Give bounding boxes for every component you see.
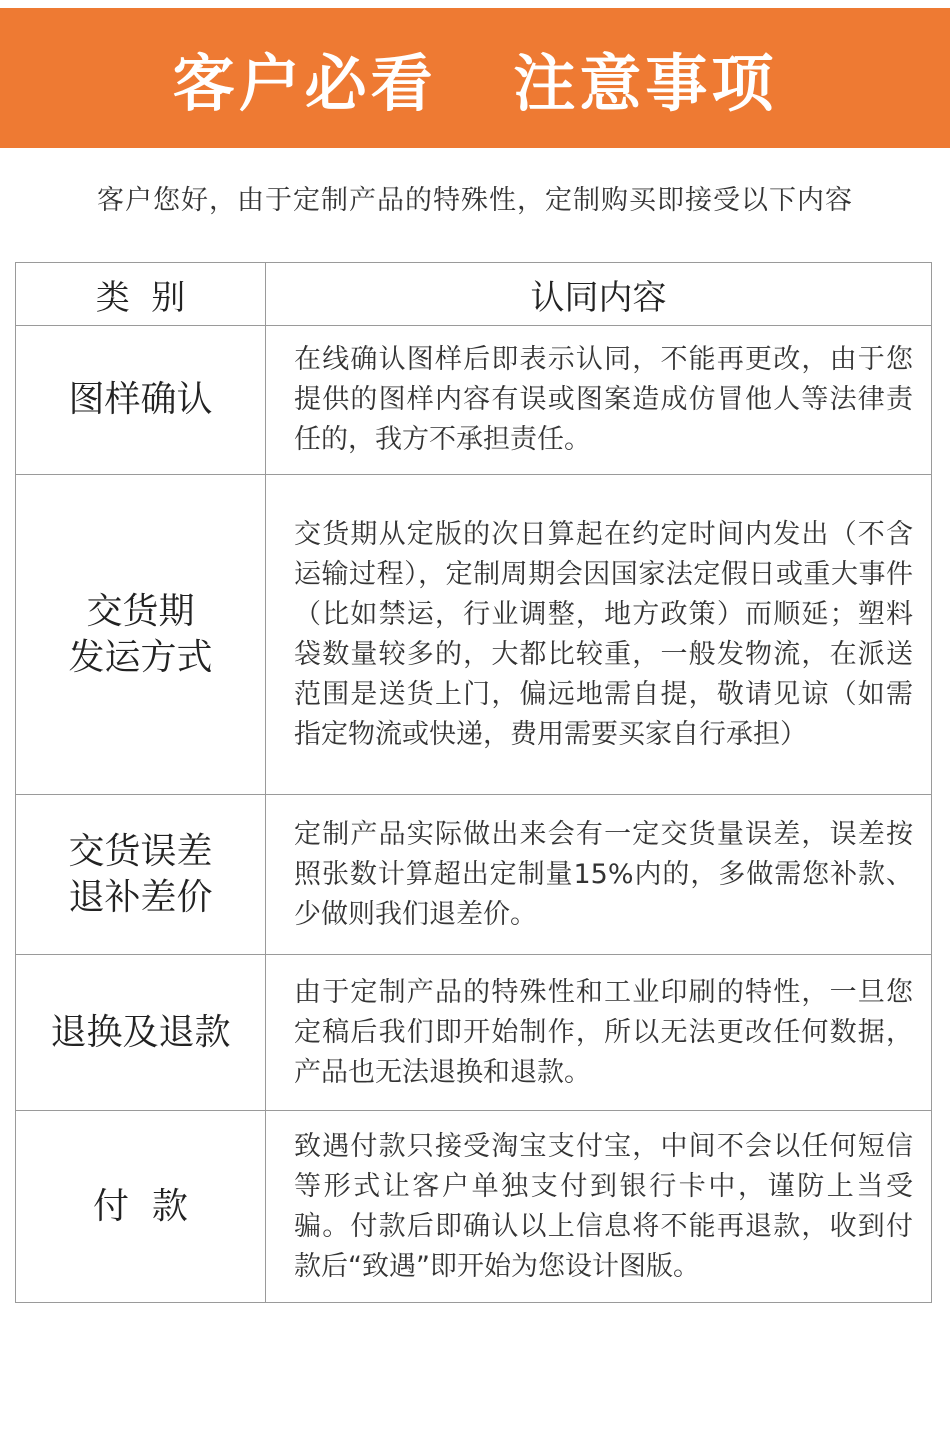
- table-header-row: [16, 263, 932, 326]
- row-content: 交货期从定版的次日算起在约定时间内发出（不含运输过程），定制周期会因国家法定假日或重大事件（比如禁运，行业调整，地方政策）而顺延；塑料袋数量较多的，大都比较重，一般发物流，在派送范围是送货上门，偏远地需自提，敬请见谅（如需指定物流或快递，费用需要买家自行承担）: [266, 475, 932, 795]
- subtitle: 客户您好，由于定制产品的特殊性，定制购买即接受以下内容: [97, 185, 853, 216]
- notice-table: [15, 262, 932, 1303]
- row-content: 在线确认图样后即表示认同，不能再更改，由于您提供的图样内容有误或图案造成仿冒他人等法律责任的，我方不承担责任。: [266, 326, 932, 475]
- header-content: 认同内容: [266, 263, 932, 326]
- page-title: 客户必看 注意事项: [172, 46, 778, 120]
- row-category: 交货误差 退补差价: [16, 795, 266, 955]
- row-category: 图样确认: [16, 326, 266, 475]
- row-content: 定制产品实际做出来会有一定交货量误差，误差按照张数计算超出定制量15%内的，多做需您补款、少做则我们退差价。: [266, 795, 932, 955]
- row-content: 致遇付款只接受淘宝支付宝，中间不会以任何短信等形式让客户单独支付到银行卡中，谨防上当受骗。付款后即确认以上信息将不能再退款，收到付款后“致遇”即开始为您设计图版。: [266, 1111, 932, 1303]
- row-category: 交货期 发运方式: [16, 475, 266, 795]
- table-row: [16, 475, 932, 795]
- header-category: 类 别: [16, 263, 266, 326]
- row-category: 退换及退款: [16, 955, 266, 1111]
- row-category: 付 款: [16, 1111, 266, 1303]
- table-row: [16, 326, 932, 475]
- table-row: [16, 795, 932, 955]
- table-row: [16, 955, 932, 1111]
- row-content: 由于定制产品的特殊性和工业印刷的特性，一旦您定稿后我们即开始制作，所以无法更改任何数据，产品也无法退换和退款。: [266, 955, 932, 1111]
- title-banner: [0, 8, 950, 148]
- table-row: [16, 1111, 932, 1303]
